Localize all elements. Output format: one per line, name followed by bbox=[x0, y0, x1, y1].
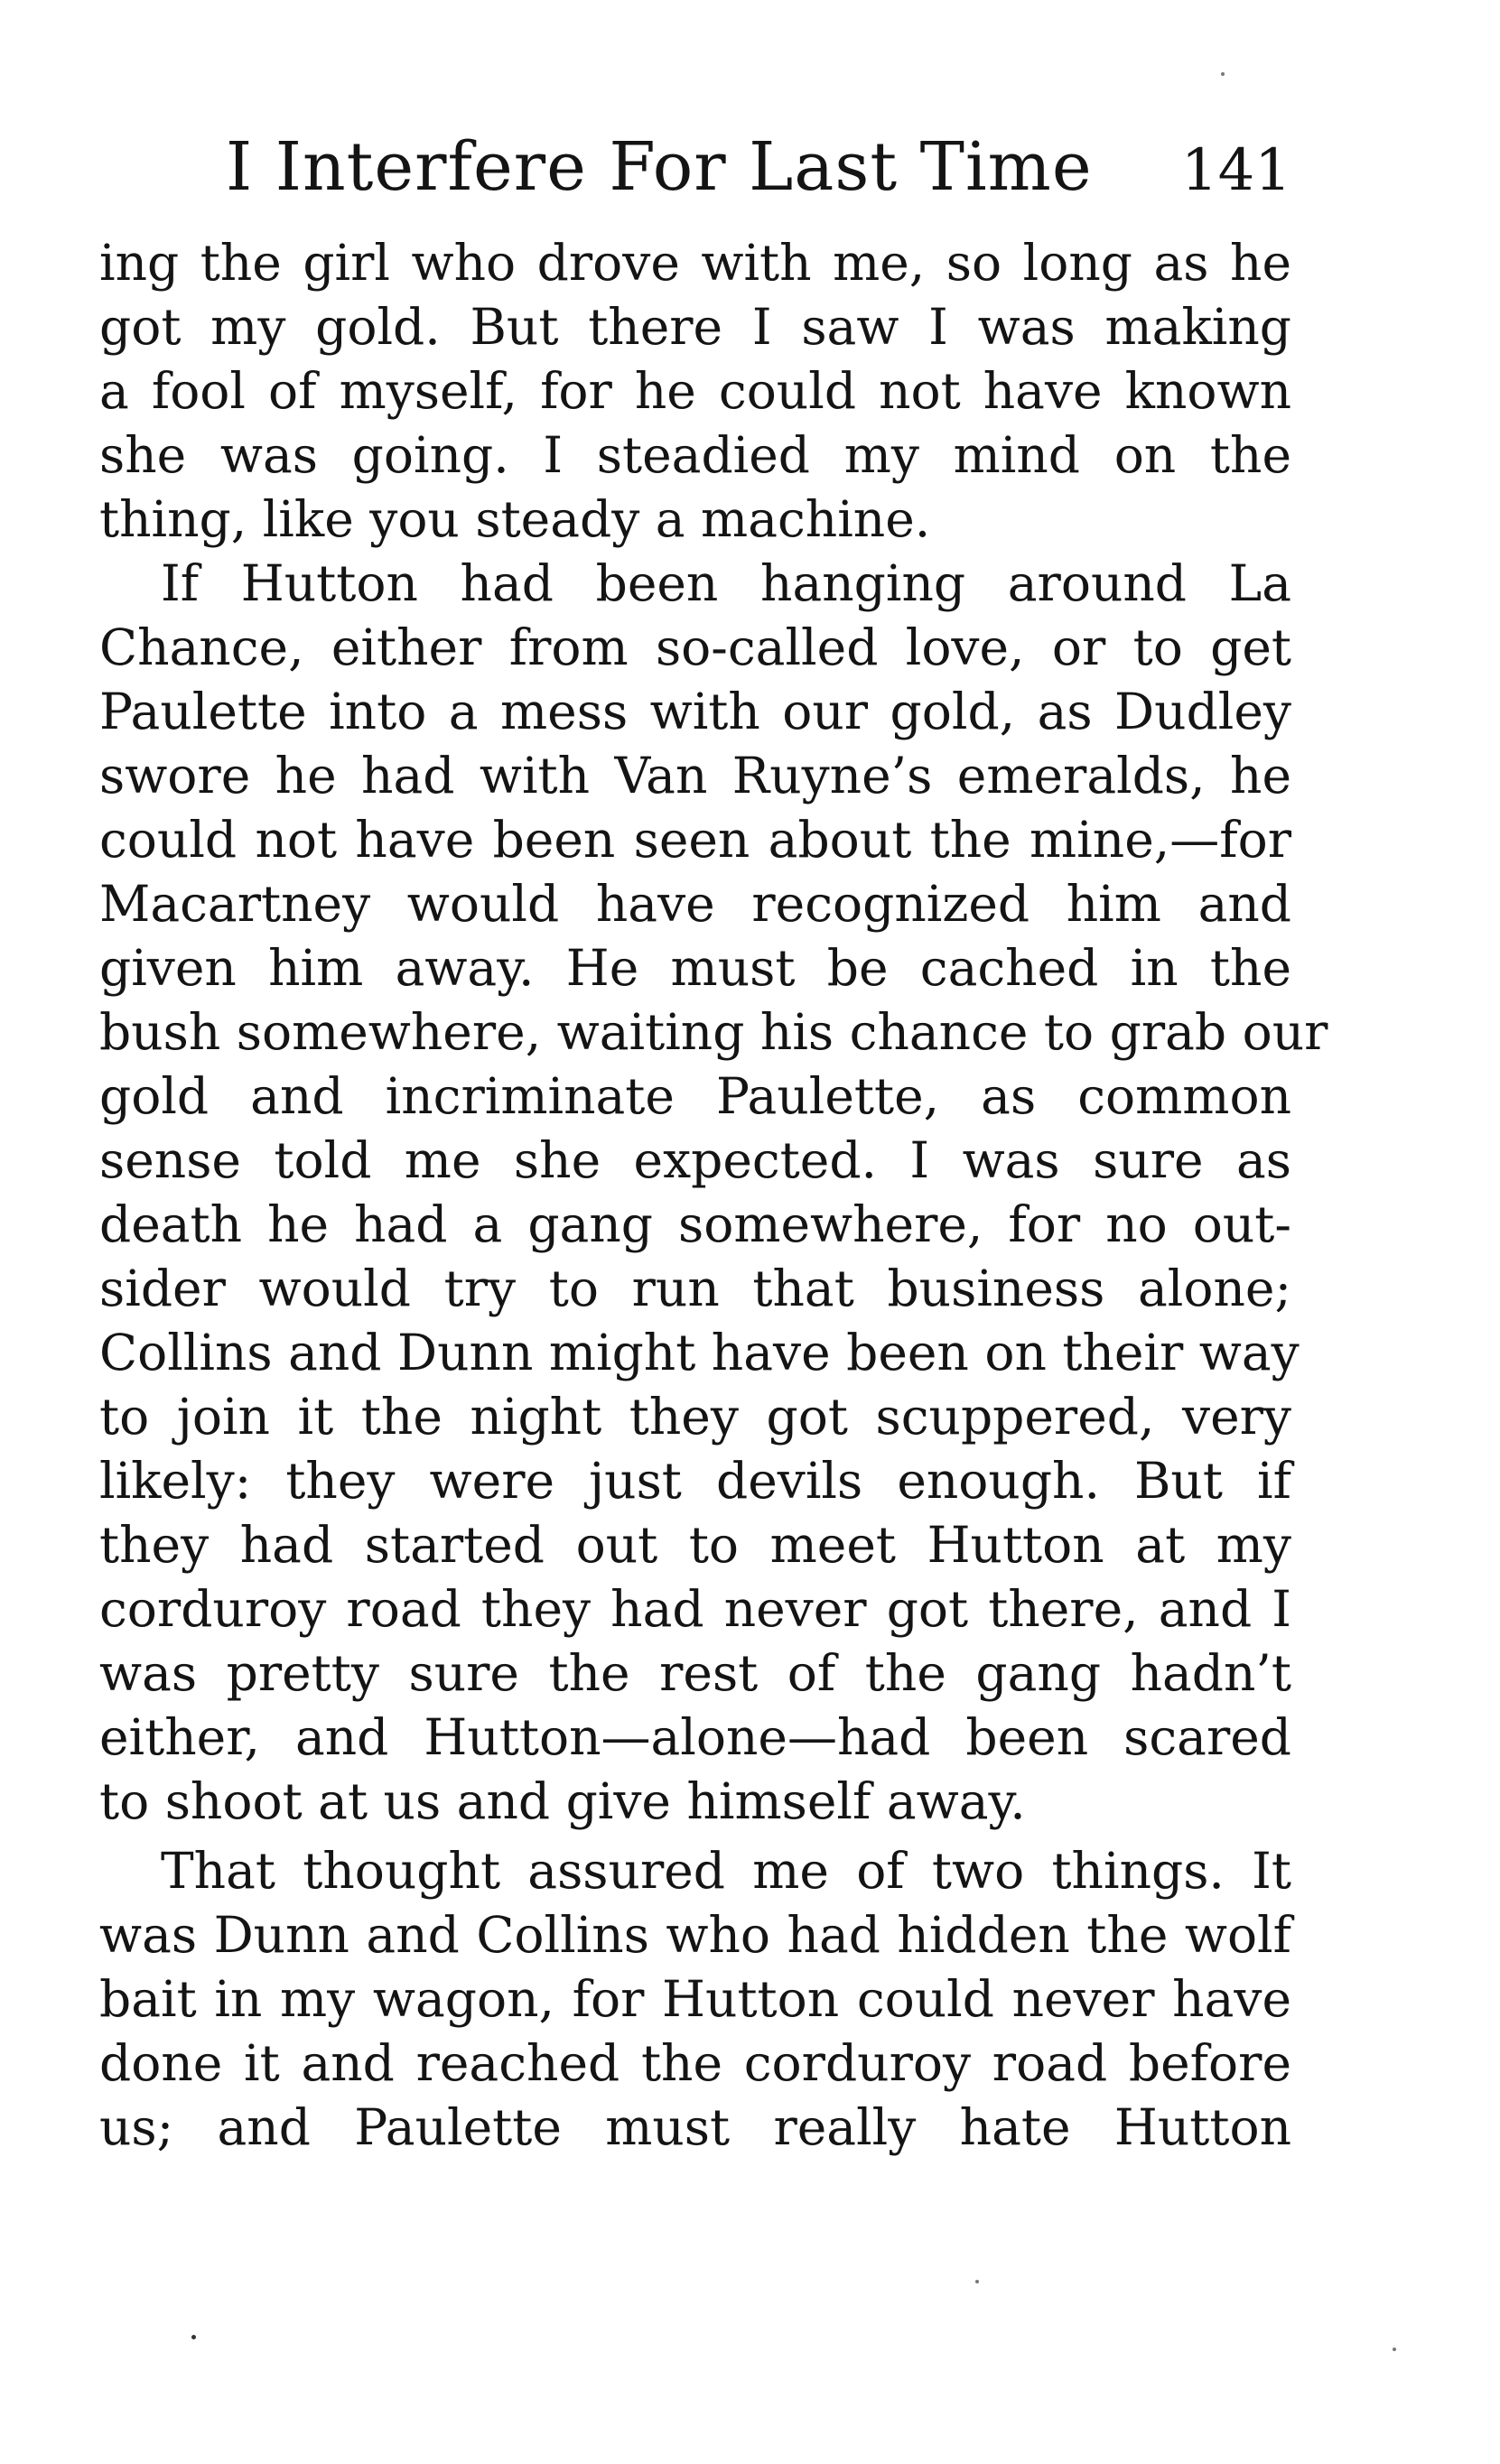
text-line: sense told me she expected. I was sure as bbox=[99, 1131, 1291, 1189]
text-line: could not have been seen about the mine,—for bbox=[99, 811, 1291, 869]
text-line: Macartney would have recognized him and bbox=[99, 875, 1291, 933]
scan-speck bbox=[191, 2335, 196, 2339]
text-line: a fool of myself, for he could not have known bbox=[99, 362, 1291, 420]
page-number: 141 bbox=[1180, 137, 1291, 204]
text-line: That thought assured me of two things. It bbox=[161, 1842, 1291, 1900]
text-line: was Dunn and Collins who had hidden the wolf bbox=[99, 1906, 1291, 1964]
text-line: bush somewhere, waiting his chance to grab our bbox=[99, 1003, 1328, 1061]
paragraph bbox=[99, 552, 1328, 1834]
chapter-title: I Interfere For Last Time bbox=[226, 128, 1093, 206]
text-line: given him away. He must be cached in the bbox=[99, 939, 1291, 997]
text-line: got my gold. But there I saw I was making bbox=[99, 298, 1291, 356]
text-line: corduroy road they had never got there, and I bbox=[99, 1580, 1291, 1638]
text-line: ing the girl who drove with me, so long as he bbox=[99, 234, 1291, 292]
text-line: Chance, either from so-called love, or to get bbox=[99, 618, 1291, 676]
text-line: was pretty sure the rest of the gang hadn’t bbox=[99, 1644, 1291, 1702]
text-line: Paulette into a mess with our gold, as Dudley bbox=[99, 683, 1291, 740]
text-line: done it and reached the corduroy road before bbox=[99, 2034, 1291, 2092]
scan-speck bbox=[1221, 72, 1225, 76]
text-line: either, and Hutton—alone—had been scared bbox=[99, 1708, 1291, 1766]
running-head bbox=[99, 117, 1291, 217]
text-line: bait in my wagon, for Hutton could never have bbox=[99, 1970, 1291, 2028]
text-line: she was going. I steadied my mind on the bbox=[99, 426, 1291, 484]
text-line: to join it the night they got scuppered, very bbox=[99, 1388, 1291, 1446]
text-line: to shoot at us and give himself away. bbox=[99, 1772, 1026, 1830]
text-line: Collins and Dunn might have been on their way bbox=[99, 1324, 1300, 1381]
text-line: us; and Paulette must really hate Hutton bbox=[99, 2098, 1291, 2156]
paragraph bbox=[99, 231, 1291, 552]
scan-speck bbox=[975, 2280, 979, 2283]
text-line: they had started out to meet Hutton at my bbox=[99, 1516, 1291, 1574]
text-line: swore he had with Van Ruyne’s emeralds, he bbox=[99, 747, 1291, 804]
scan-speck bbox=[1393, 2348, 1396, 2351]
body-text bbox=[99, 231, 1328, 2160]
text-line: thing, like you steady a machine. bbox=[99, 490, 931, 548]
text-line: sider would try to run that business alone; bbox=[99, 1260, 1291, 1317]
text-line: likely: they were just devils enough. But if bbox=[99, 1452, 1291, 1510]
text-line: If Hutton had been hanging around La bbox=[161, 554, 1291, 612]
text-line: gold and incriminate Paulette, as common bbox=[99, 1067, 1291, 1125]
text-line: death he had a gang somewhere, for no out- bbox=[99, 1195, 1291, 1253]
paragraph bbox=[99, 1839, 1291, 2160]
